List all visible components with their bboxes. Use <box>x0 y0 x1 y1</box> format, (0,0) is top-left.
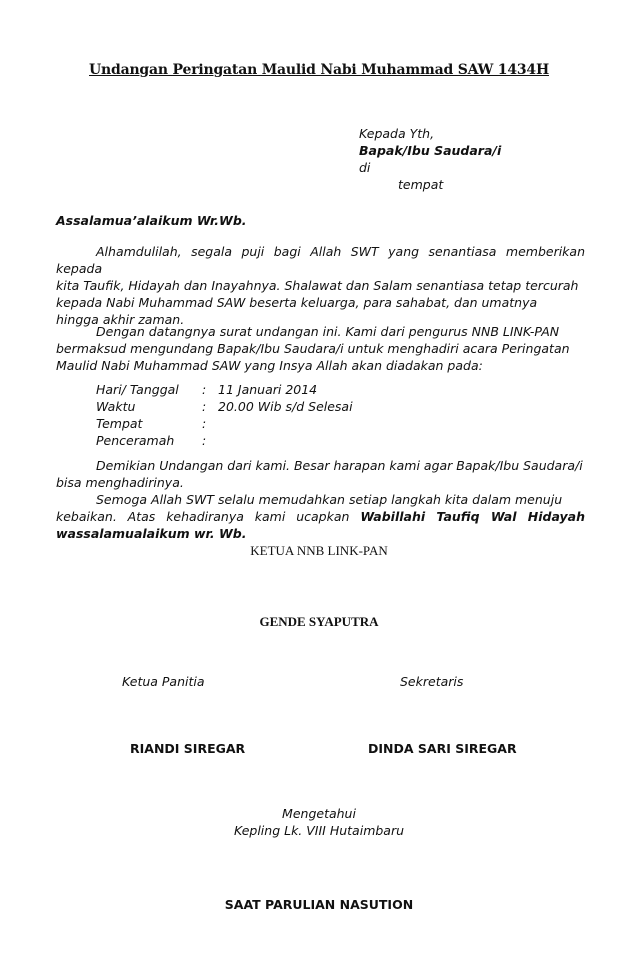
paragraph-opening-line: Alhamdulilah, segala puji bagi Allah SWT yang senantiasa memberikan kepada <box>56 244 585 276</box>
closing-text: kebaikan. Atas kehadiranya kami ucapkan <box>56 509 361 524</box>
recipient-salutation: Kepada Yth, <box>359 126 435 141</box>
detail-value: 20.00 Wib s/d Selesai <box>218 399 353 414</box>
paragraph-invitation <box>56 323 585 374</box>
acknowledged-office: Kepling Lk. VIII Hutaimbaru <box>233 823 405 838</box>
closing-salam: wassalamualaikum wr. Wb. <box>56 526 247 541</box>
detail-label: Tempat <box>96 416 143 431</box>
detail-colon: : <box>202 433 207 448</box>
detail-row-date <box>96 381 353 398</box>
paragraph-opening-line: hingga akhir zaman. <box>56 312 185 327</box>
paragraph-invitation-line: Maulid Nabi Muhammad SAW yang Insya Allah akan diadakan pada: <box>56 358 483 373</box>
committee-chair-position: Ketua Panitia <box>122 674 205 689</box>
closing-blessing: Wabillahi Taufiq Wal Hidayah <box>360 509 585 524</box>
paragraph-opening-line: kita Taufik, Hidayah dan Inayahnya. Shalawat dan Salam senantiasa tetap tercurah <box>56 278 579 293</box>
detail-row-speaker <box>96 432 353 449</box>
recipient-di: di <box>359 160 371 175</box>
letter-title: Undangan Peringatan Maulid Nabi Muhammad SAW 1434H <box>89 62 549 78</box>
secretary-name: DINDA SARI SIREGAR <box>368 741 517 756</box>
committee-chair-name: RIANDI SIREGAR <box>130 741 246 756</box>
detail-colon: : <box>202 399 207 414</box>
detail-value: 11 Januari 2014 <box>218 382 318 397</box>
paragraph-closing-line: Demikian Undangan dari kami. Besar harapan kami agar Bapak/Ibu Saudara/i <box>96 458 583 473</box>
acknowledged-name: SAAT PARULIAN NASUTION <box>224 897 414 912</box>
paragraph-closing-line <box>56 508 585 525</box>
paragraph-opening-line: kepada Nabi Muhammad SAW beserta keluarga, para sahabat, dan umatnya <box>56 295 538 310</box>
detail-label: Waktu <box>96 399 136 414</box>
paragraph-invitation-line: bermaksud mengundang Bapak/Ibu Saudara/i untuk menghadiri acara Peringatan <box>56 341 570 356</box>
detail-label: Hari/ Tanggal <box>96 382 179 397</box>
detail-label: Penceramah <box>96 433 175 448</box>
acknowledged-label: Mengetahui <box>282 806 356 821</box>
recipient-place: tempat <box>398 177 444 192</box>
recipient-name: Bapak/Ibu Saudara/i <box>359 143 502 158</box>
chair-name: GENDE SYAPUTRA <box>259 614 379 629</box>
greeting: Assalamua’alaikum Wr.Wb. <box>56 213 247 228</box>
recipient-block <box>359 125 501 193</box>
event-details <box>96 381 353 449</box>
chair-position: KETUA NNB LINK-PAN <box>250 543 388 558</box>
paragraph-opening <box>56 243 585 328</box>
paragraph-closing-line: bisa menghadirinya. <box>56 475 184 490</box>
paragraph-closing <box>56 457 585 542</box>
detail-colon: : <box>202 382 207 397</box>
paragraph-invitation-line: Dengan datangnya surat undangan ini. Kami dari pengurus NNB LINK-PAN <box>96 324 560 339</box>
secretary-position: Sekretaris <box>400 674 464 689</box>
detail-row-time <box>96 398 353 415</box>
detail-colon: : <box>202 416 207 431</box>
detail-row-place <box>96 415 353 432</box>
paragraph-closing-line: Semoga Allah SWT selalu memudahkan setiap langkah kita dalam menuju <box>96 492 563 507</box>
